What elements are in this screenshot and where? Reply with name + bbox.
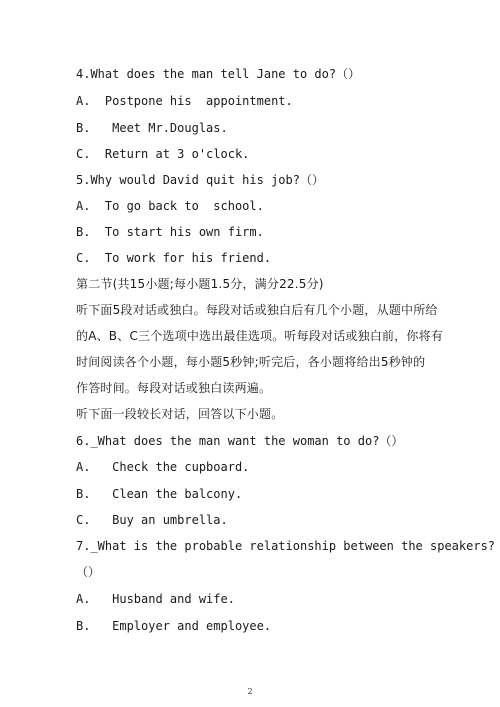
- q5-option-a: A. To go back to school.: [76, 199, 264, 213]
- q6-option-b: B. Clean the balcony.: [76, 487, 243, 501]
- section-heading: 第二节(共15小题;每小题1.5分，满分22.5分): [76, 277, 324, 291]
- question-7-answer-bracket: （）: [76, 565, 101, 579]
- instruction-line-2: 的A、B、C三个选项中选出最佳选项。听每段对话或独白前，你将有: [76, 329, 444, 343]
- page-number: 2: [247, 687, 253, 696]
- question-4: 4.What does the man tell Jane to do?（）: [76, 67, 361, 81]
- instruction-line-1: 听下面5段对话或独白。每段对话或独白后有几个小题，从题中所给: [76, 303, 438, 317]
- instruction-line-4: 作答时间。每段对话或独白读两遍。: [76, 381, 272, 395]
- q6-option-a: A. Check the cupboard.: [76, 460, 250, 474]
- question-7: 7._What is the probable relationship between the speakers?: [76, 539, 496, 553]
- q5-option-c: C. To work for his friend.: [76, 251, 272, 265]
- q5-option-b: B. To start his own firm.: [76, 225, 264, 239]
- q6-option-c: C. Buy an umbrella.: [76, 513, 228, 527]
- q7-option-b: B. Employer and employee.: [76, 619, 272, 633]
- q4-option-b: B. Meet Mr.Douglas.: [76, 121, 228, 135]
- dialogue-instruction: 听下面一段较长对话，回答以下小题。: [76, 407, 284, 421]
- q4-option-a: A. Postpone his appointment.: [76, 94, 293, 108]
- question-5: 5.Why would David quit his job?（）: [76, 173, 324, 187]
- instruction-line-3: 时间阅读各个小题，每小题5秒钟;听完后，各小题将给出5秒钟的: [76, 355, 426, 369]
- q7-option-a: A. Husband and wife.: [76, 592, 235, 606]
- question-6: 6._What does the man want the woman to do?（）: [76, 434, 404, 448]
- q4-option-c: C. Return at 3 o'clock.: [76, 147, 250, 161]
